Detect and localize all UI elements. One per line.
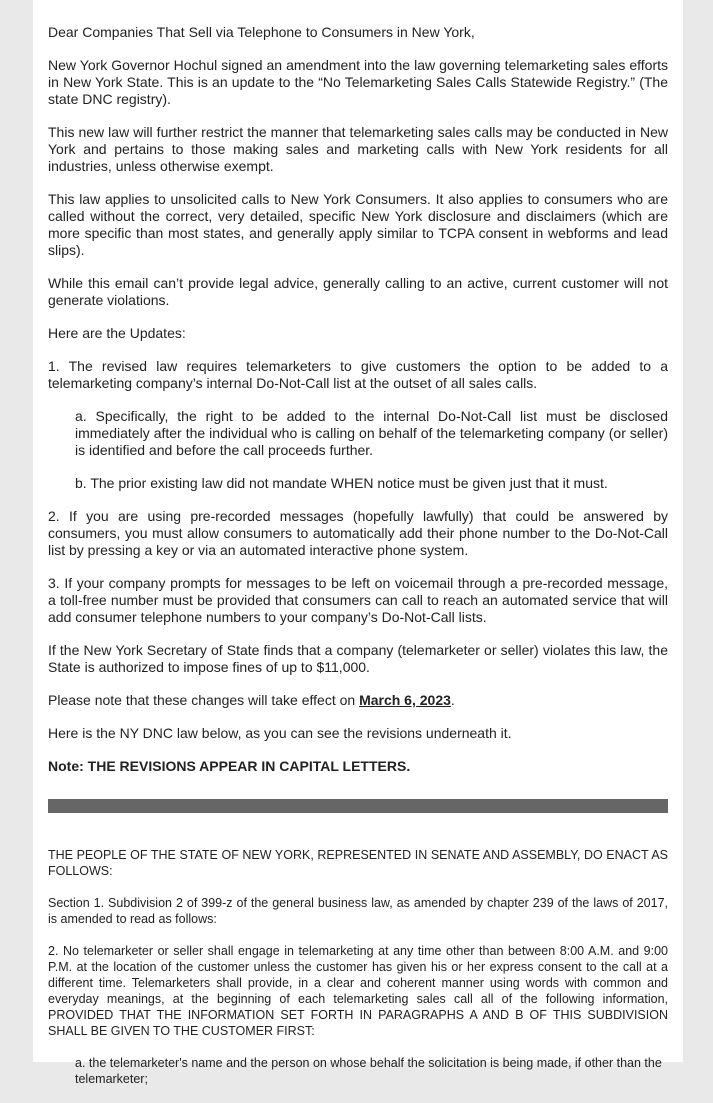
law-text [48, 847, 668, 1087]
paragraph-intro: New York Governor Hochul signed an amendment into the law governing telemarketing sales efforts in New York State. This is an update to the “No Telemarketing Sales Calls Statewide Registry.” (The state DNC registry). [48, 57, 668, 107]
update-item-1b: b. The prior existing law did not mandate WHEN notice must be given just that it must. [75, 475, 608, 491]
law-subdivision-2: 2. No telemarketer or seller shall engage in telemarketing at any time other than between 8:00 A.M. and 9:00 P.M. at the location of the customer unless the customer has given his or her express consent to the call at a different time. Telemarketers shall provide, in a clear and coherent manner using words with common and everyday meanings, at the beginning of each telemarketing sales call all of the following information, PROVIDED THAT THE INFORMATION SET FORTH IN PARAGRAPHS A AND B OF THIS SUBDIVISION SHALL BE GIVEN TO THE CUSTOMER FIRST: [48, 944, 668, 1038]
effective-date-prefix: Please note that these changes will take effect on [48, 692, 360, 708]
paragraph-applicability: This law applies to unsolicited calls to New York Consumers. It also applies to consumers who are called without the correct, very detailed, specific New York disclosure and disclaimers (which are more specific than most states, and generally apply similar to TCPA consent in webforms and lead slips). [48, 191, 668, 258]
paragraph-effective-date [48, 692, 668, 709]
paragraph-fines: If the New York Secretary of State finds that a company (telemarketer or seller) violates this law, the State is authorized to impose fines of up to $11,000. [48, 642, 668, 675]
paragraph-updates-heading: Here are the Updates: [48, 325, 186, 341]
section-divider [48, 799, 668, 813]
greeting: Dear Companies That Sell via Telephone to Consumers in New York, [48, 24, 475, 40]
paragraph-law-below: Here is the NY DNC law below, as you can see the revisions underneath it. [48, 725, 512, 741]
update-item-2: 2. If you are using pre-recorded messages (hopefully lawfully) that could be answered by consumers, you must allow consumers to automatically add their phone number to the Do-Not-Call list by pressing a key or via an automated interactive phone system. [48, 508, 668, 558]
email-content [48, 24, 668, 1103]
paragraph-legal-advice: While this email can’t provide legal advice, generally calling to an active, current customer will not generate violations. [48, 275, 668, 308]
law-item-a: a. the telemarketer's name and the person on whose behalf the solicitation is being made, if other than the telemarketer; [75, 1056, 662, 1086]
paragraph-restrictions: This new law will further restrict the manner that telemarketing sales calls may be conducted in New York and pertains to those making sales and marketing calls with New York residents for all industries, unless otherwise exempt. [48, 124, 668, 174]
law-section-1: Section 1. Subdivision 2 of 399-z of the general business law, as amended by chapter 239 of the laws of 2017, is amended to read as follows: [48, 896, 668, 926]
update-item-3: 3. If your company prompts for messages to be left on voicemail through a pre-recorded message, a toll-free number must be provided that consumers can call to reach an automated service that will add consumer telephone numbers to your company’s Do-Not-Call lists. [48, 575, 668, 625]
update-item-1a: a. Specifically, the right to be added to the internal Do-Not-Call list must be disclosed immediately after the individual who is calling on behalf of the telemarketing company (or seller) is identified and before the call proceeds further. [75, 408, 668, 458]
update-item-1: 1. The revised law requires telemarketers to give customers the option to be added to a telemarketing company’s internal Do-Not-Call list at the outset of all sales calls. [48, 358, 668, 391]
effective-date: March 6, 2023 [359, 692, 451, 708]
effective-date-suffix: . [450, 692, 455, 708]
law-enacting-clause: THE PEOPLE OF THE STATE OF NEW YORK, REPRESENTED IN SENATE AND ASSEMBLY, DO ENACT AS FOLLOWS: [48, 848, 668, 878]
revisions-note: Note: THE REVISIONS APPEAR IN CAPITAL LETTERS. [48, 758, 411, 774]
email-body [33, 0, 683, 1086]
